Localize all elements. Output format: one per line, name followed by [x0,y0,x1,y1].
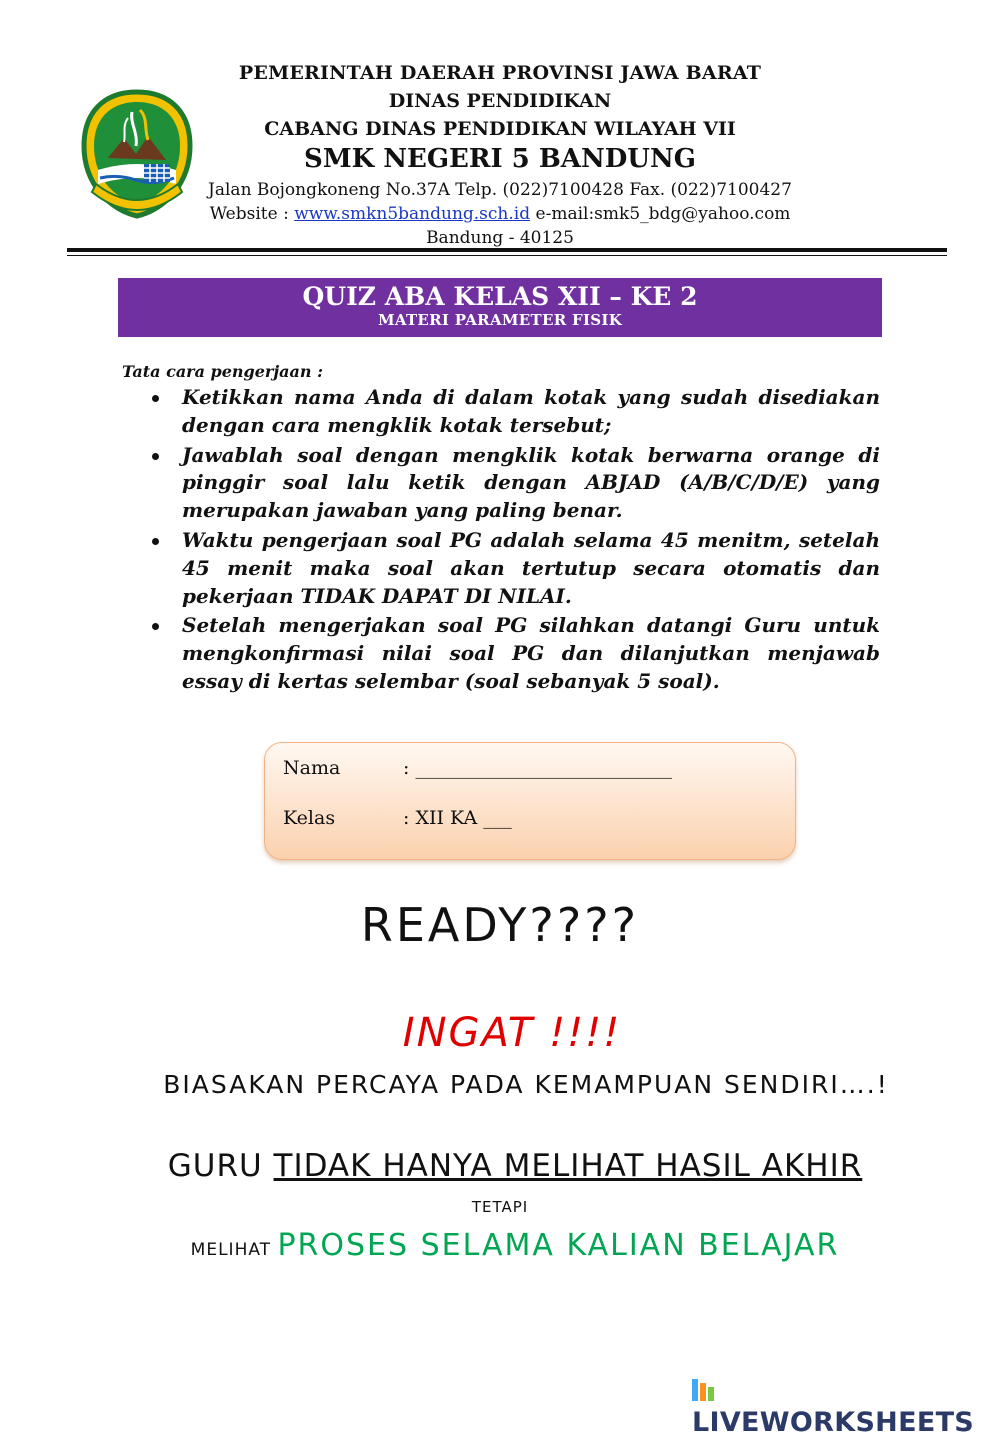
instruction-item [150,442,880,525]
bullet-icon [152,395,159,402]
bullet-icon [152,538,159,545]
city-line: Bandung - 40125 [426,228,574,248]
header-government-line: PEMERINTAH DAERAH PROVINSI JAWA BARAT [238,62,762,84]
class-field[interactable] [283,807,512,829]
quiz-title-banner [118,278,882,337]
instruction-text: Ketikkan nama Anda di dalam kotak yang sudah disediakan dengan cara mengklik kotak tersebut; [182,385,880,437]
website-link[interactable]: www.smkn5bandung.sch.id [294,204,531,224]
guru-prefix: GURU [167,1148,274,1184]
instruction-text: Waktu pengerjaan soal PG adalah selama 45 menitm, setelah 45 menit maka soal akan tertutup secara otomatis dan pekerjaan TIDAK DAPAT DI NILAI. [182,527,880,608]
instructions-list [150,384,880,698]
header-department-line: DINAS PENDIDIKAN [388,90,612,112]
guru-underlined-text: TIDAK HANYA MELIHAT HASIL AKHIR [273,1148,863,1184]
bullet-icon [152,453,159,460]
provincial-crest-logo [78,88,196,220]
name-value[interactable]: : ___________________________ [403,757,672,779]
instruction-text: Setelah mengerjakan soal PG silahkan datangi Guru untuk mengkonfirmasi nilai soal PG dan dilanjutkan menjawab essay di kertas selembar (soal sebanyak 5 soal). [182,613,880,693]
class-value[interactable]: : XII KA ___ [403,807,512,829]
instruction-text: Jawablah soal dengan mengklik kotak berwarna orange di pinggir soal lalu ketik dengan ABJAD (A/B/C/D/E) yang merupakan jawaban yang paling benar. [182,442,880,523]
brand-text: LIVEWORKSHEETS [692,1407,975,1438]
class-label: Kelas [283,807,336,829]
guru-message [15,1148,1000,1184]
name-label: Nama [283,757,341,779]
school-address: Jalan Bojongkoneng No.37A Telp. (022)7100428 Fax. (022)7100427 [208,180,792,200]
biasakan-message: BIASAKAN PERCAYA PADA KEMAMPUAN SENDIRI….! [163,1070,889,1099]
liveworksheets-brand [692,1376,1000,1438]
website-label: Website : [209,204,295,224]
instructions-label: Tata cara pengerjaan : [122,362,323,381]
student-info-box [264,742,796,860]
melihat-text: MELIHAT [190,1240,278,1260]
ingat-heading: INGAT !!!! [402,1010,622,1056]
bullet-icon [152,623,159,630]
school-name: SMK NEGERI 5 BANDUNG [304,144,696,174]
instruction-item [150,384,880,440]
quiz-title: QUIZ ABA KELAS XII – KE 2 [302,282,698,311]
ready-heading: READY???? [360,898,640,952]
email-text: e-mail:smk5_bdg@yahoo.com [530,204,791,224]
header-divider-thick [67,248,947,252]
instruction-item [150,527,880,610]
quiz-subtitle: MATERI PARAMETER FISIK [377,311,623,329]
website-line [180,204,820,224]
proses-text: PROSES SELAMA KALIAN BELAJAR [277,1228,840,1263]
instruction-item [150,612,880,695]
header-branch-line: CABANG DINAS PENDIDIKAN WILAYAH VII [264,118,736,140]
header-divider-thin [67,255,947,256]
name-field[interactable] [283,757,672,779]
tetapi-text: TETAPI [471,1198,529,1216]
proses-message [15,1228,1000,1263]
